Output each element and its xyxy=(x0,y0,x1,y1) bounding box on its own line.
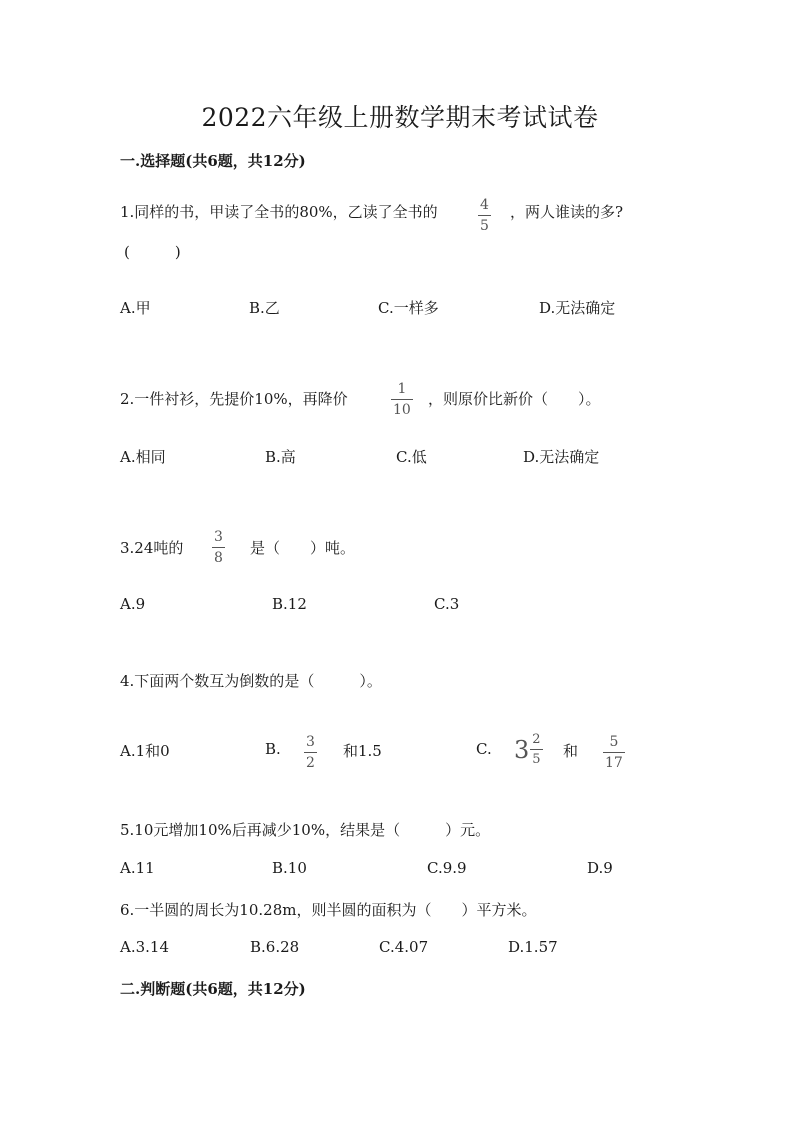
question-3-option-b: B.12 xyxy=(272,595,307,613)
question-2-text-a: 2.一件衬衫，先提价10%，再降价 xyxy=(120,390,348,408)
question-2-option-a: A.相同 xyxy=(120,448,166,466)
question-2-fraction xyxy=(391,382,413,417)
question-1-option-c: C.一样多 xyxy=(378,299,439,317)
question-6-option-d: D.1.57 xyxy=(508,938,558,956)
question-1-option-a: A.甲 xyxy=(120,299,151,317)
question-5-option-b: B.10 xyxy=(272,859,307,877)
question-4-option-c-fraction xyxy=(603,735,625,770)
question-2-option-d: D.无法确定 xyxy=(523,448,600,466)
question-4-option-b-label: B. xyxy=(265,740,281,758)
fraction-denominator: 2 xyxy=(304,752,317,770)
fraction-denominator: 10 xyxy=(391,399,413,417)
fraction-denominator: 5 xyxy=(478,215,491,233)
question-3-option-a: A.9 xyxy=(120,595,146,613)
question-5-text: 5.10元增加10%后再减少10%，结果是（ ）元。 xyxy=(120,821,491,839)
page-title: 2022六年级上册数学期末考试试卷 xyxy=(201,103,599,132)
question-2-option-b: B.高 xyxy=(265,448,296,466)
question-4-option-c-and: 和 xyxy=(563,742,579,760)
question-4-text: 4.下面两个数互为倒数的是（ ）。 xyxy=(120,672,382,690)
question-1-blank: ( ) xyxy=(124,243,181,261)
fraction-denominator: 8 xyxy=(212,547,225,565)
section-heading-judgement: 二.判断题(共6题，共12分) xyxy=(120,980,306,998)
question-1-fraction xyxy=(478,198,491,233)
section-heading-choice: 一.选择题(共6题，共12分) xyxy=(120,152,306,170)
question-6-option-a: A.3.14 xyxy=(120,938,169,956)
question-3-text-b: 是（ ）吨。 xyxy=(250,539,356,557)
fraction-numerator: 5 xyxy=(609,734,619,750)
question-2-option-c: C.低 xyxy=(396,448,427,466)
question-1-option-b: B.乙 xyxy=(249,299,280,317)
fraction-denominator: 17 xyxy=(603,752,625,770)
question-3-fraction xyxy=(212,530,225,565)
question-6-option-b: B.6.28 xyxy=(250,938,300,956)
fraction-numerator: 3 xyxy=(306,734,315,750)
question-2-text-b: ，则原价比新价（ ）。 xyxy=(428,390,601,408)
question-3-option-c: C.3 xyxy=(434,595,460,613)
question-5-option-d: D.9 xyxy=(587,859,613,877)
fraction-numerator: 1 xyxy=(397,381,407,397)
question-1-option-d: D.无法确定 xyxy=(539,299,616,317)
question-6-text: 6.一半圆的周长为10.28m，则半圆的面积为（ ）平方米。 xyxy=(120,901,537,919)
question-4-option-a: A.1和0 xyxy=(120,742,170,760)
question-4-option-c-mixed-number xyxy=(514,733,543,766)
fraction-numerator: 2 xyxy=(532,732,541,747)
question-6-option-c: C.4.07 xyxy=(379,938,429,956)
question-3-text-a: 3.24吨的 xyxy=(120,539,184,557)
question-5-option-c: C.9.9 xyxy=(427,859,467,877)
mixed-whole: 3 xyxy=(514,735,530,764)
mixed-fraction xyxy=(530,733,542,766)
fraction-numerator: 3 xyxy=(214,529,223,545)
question-4-option-b-fraction xyxy=(304,735,317,770)
fraction-denominator: 5 xyxy=(530,749,542,766)
question-5-option-a: A.11 xyxy=(120,859,155,877)
fraction-numerator: 4 xyxy=(480,197,489,213)
question-1-text-b: ，两人谁读的多? xyxy=(510,203,624,221)
question-1-text-a: 1.同样的书，甲读了全书的80%，乙读了全书的 xyxy=(120,203,438,221)
question-4-option-b-tail: 和1.5 xyxy=(343,742,382,760)
question-4-option-c-label: C. xyxy=(476,740,492,758)
